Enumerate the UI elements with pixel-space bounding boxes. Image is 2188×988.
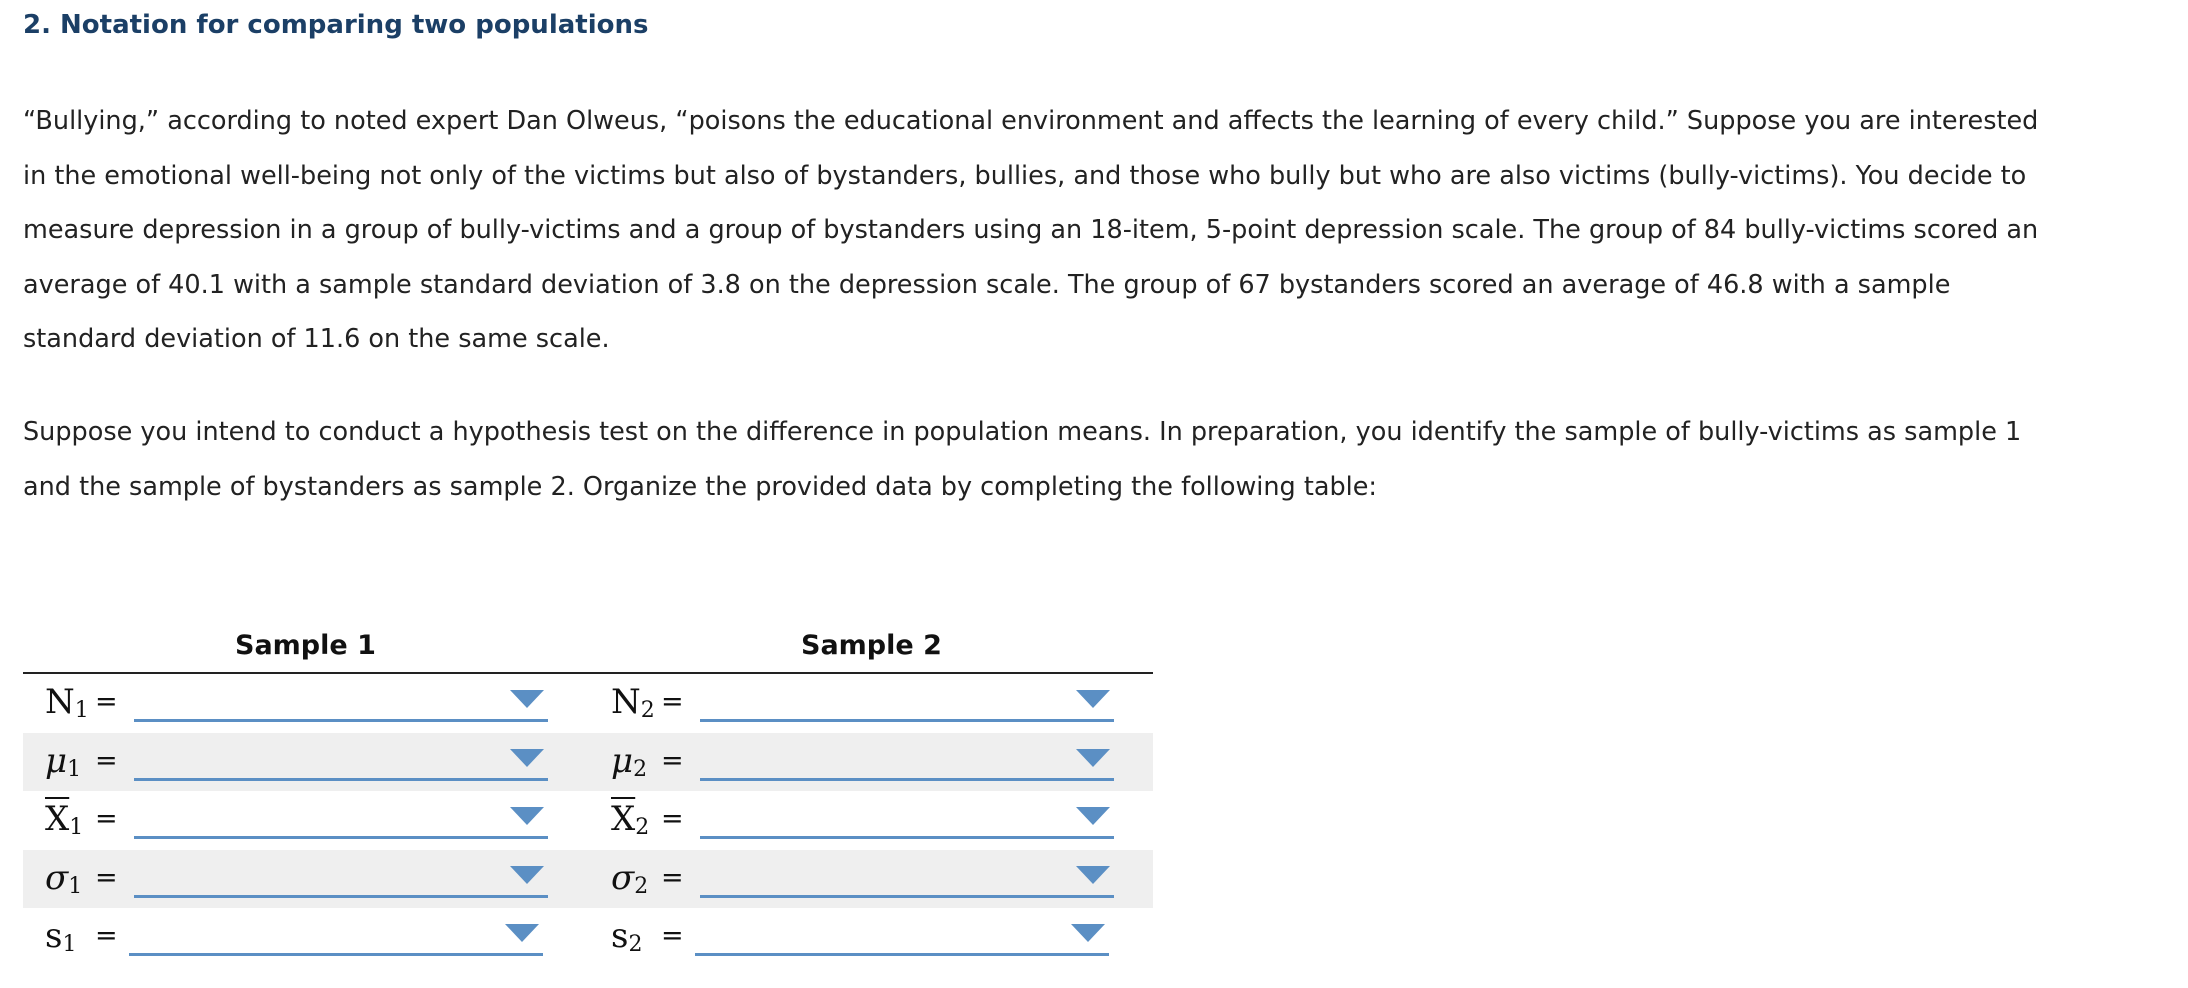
dropdown-arrow-icon <box>505 924 539 942</box>
dropdown-arrow-icon <box>510 749 544 767</box>
s2-dropdown[interactable] <box>695 918 1109 956</box>
equals-sign: = <box>95 803 118 834</box>
sigma2-dropdown[interactable] <box>700 860 1114 898</box>
sample-2-header: Sample 2 <box>801 630 942 661</box>
table-row <box>23 733 1153 792</box>
equals-sign: = <box>661 803 684 834</box>
s1-dropdown[interactable] <box>129 918 543 956</box>
notation-table <box>23 622 1153 967</box>
s2-symbol: s2 <box>611 916 643 957</box>
dropdown-arrow-icon <box>510 866 544 884</box>
sample-2-cell <box>589 733 1153 792</box>
n2-dropdown[interactable] <box>700 684 1114 722</box>
xbar2-dropdown[interactable] <box>700 801 1114 839</box>
mu1-dropdown[interactable] <box>134 743 548 781</box>
sample-2-cell <box>589 674 1153 733</box>
question-title: 2. Notation for comparing two populations <box>23 10 649 40</box>
n2-symbol: N2 <box>611 682 655 723</box>
sample-2-cell <box>589 850 1153 909</box>
equals-sign: = <box>661 861 684 893</box>
dropdown-arrow-icon <box>510 690 544 708</box>
table-row <box>23 791 1153 850</box>
equals-sign: = <box>661 920 684 951</box>
sigma1-dropdown[interactable] <box>134 860 548 898</box>
mu1-symbol: μ1 <box>45 740 82 782</box>
dropdown-arrow-icon <box>1076 807 1110 825</box>
n1-dropdown[interactable] <box>134 684 548 722</box>
instruction-paragraph: Suppose you intend to conduct a hypothesis test on the difference in population means. In preparation, you identify the sample of bully-victims as sample 1 and the sample of bystanders as sample 2. Organize the provided data by completing the following table: <box>23 417 2022 502</box>
equals-sign: = <box>95 744 118 776</box>
problem-paragraph: “Bullying,” according to noted expert Dan Olweus, “poisons the educational environment and affects the learning of every child.” Suppose you are interested in the emotional well-being not only of the victims but also of bystanders, bullies, and those who bully but who are also victims (bully-victims). You decide to measure depression in a group of bully-victims and a group of bystanders using an 18-item, 5-point depression scale. The group of 84 bully-victims scored an average of 40.1 with a sample standard deviation of 3.8 on the depression scale. The group of 67 bystanders scored an average of 46.8 with a sample standard deviation of 11.6 on the same scale. <box>23 106 2039 354</box>
table-row <box>23 850 1153 909</box>
xbar2-symbol: $\overline{X}2$ <box>611 799 650 840</box>
s1-symbol: s1 <box>45 916 77 957</box>
table-header <box>23 622 1153 674</box>
mu2-dropdown[interactable] <box>700 743 1114 781</box>
equals-sign: = <box>661 686 684 717</box>
sample-1-cell <box>23 908 589 967</box>
dropdown-arrow-icon <box>1071 924 1105 942</box>
sample-1-cell <box>23 733 589 792</box>
table-row <box>23 908 1153 967</box>
sample-1-cell <box>23 674 589 733</box>
sample-1-cell <box>23 791 589 850</box>
dropdown-arrow-icon <box>1076 690 1110 708</box>
xbar1-dropdown[interactable] <box>134 801 548 839</box>
equals-sign: = <box>95 920 118 951</box>
equals-sign: = <box>661 744 684 776</box>
equals-sign: = <box>95 861 118 893</box>
n1-symbol: N1 <box>45 682 89 723</box>
sample-2-cell <box>589 908 1153 967</box>
table-row <box>23 674 1153 733</box>
sigma1-symbol: σ1 <box>45 857 83 899</box>
sample-1-header: Sample 1 <box>235 630 376 661</box>
dropdown-arrow-icon <box>1076 866 1110 884</box>
dropdown-arrow-icon <box>510 807 544 825</box>
dropdown-arrow-icon <box>1076 749 1110 767</box>
sample-1-cell <box>23 850 589 909</box>
mu2-symbol: μ2 <box>611 740 648 782</box>
xbar1-symbol: $\overline{X}1$ <box>45 799 84 840</box>
equals-sign: = <box>95 686 118 717</box>
sigma2-symbol: σ2 <box>611 857 649 899</box>
sample-2-cell <box>589 791 1153 850</box>
